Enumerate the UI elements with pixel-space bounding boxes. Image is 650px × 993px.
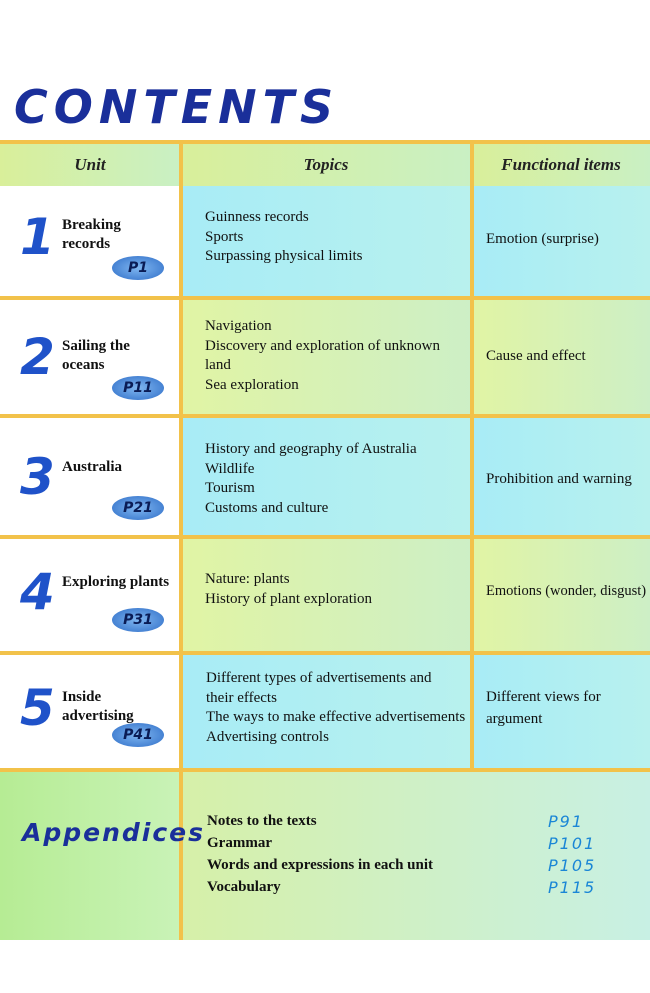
unit-page-badge[interactable]: P31 — [112, 608, 164, 632]
page-title: CONTENTS — [14, 80, 340, 134]
topic-item: Different types of advertisements and their effects — [206, 670, 432, 706]
topic-item: Sports — [205, 228, 244, 245]
unit-row-2 — [0, 300, 650, 415]
unit-functional: Prohibition and warning — [472, 418, 650, 536]
header-unit: Unit — [0, 140, 180, 190]
topic-item: The ways to make effective advertisements — [206, 709, 466, 725]
appendices-title: Appendices — [22, 818, 206, 847]
appendix-item[interactable]: Grammar — [207, 835, 272, 851]
topic-item: History and geography of Australia — [205, 441, 417, 457]
topic-item: Customs and culture — [205, 499, 329, 516]
unit-number: 1 — [20, 208, 55, 266]
column-divider — [470, 140, 474, 772]
unit-number: 3 — [20, 448, 55, 506]
unit-topics — [180, 186, 472, 298]
header-functional: Functional items — [472, 140, 650, 190]
unit-number: 2 — [20, 328, 55, 386]
topic-item: Guinness records — [205, 209, 309, 225]
topic-item: Discovery and exploration of unknown land — [205, 337, 440, 373]
unit-functional — [472, 655, 650, 770]
topic-item: Tourism — [205, 480, 255, 496]
unit-page-badge[interactable]: P41 — [112, 723, 164, 747]
unit-functional: Emotions (wonder, disgust) — [472, 539, 650, 652]
unit-page-badge[interactable]: P21 — [112, 496, 164, 520]
unit-functional: Cause and effect — [472, 300, 650, 415]
appendix-item[interactable]: Notes to the texts — [207, 813, 317, 829]
functional-text: Different views for argument — [486, 689, 601, 727]
appendix-page[interactable]: P91 — [548, 812, 585, 831]
unit-row-3 — [0, 418, 650, 536]
unit-topics — [180, 418, 472, 536]
unit-name: Sailing the oceans — [62, 338, 130, 373]
topic-item: Navigation — [205, 318, 272, 334]
appendix-page[interactable]: P101 — [548, 834, 597, 853]
header-topics: Topics — [180, 140, 472, 190]
topic-item: Nature: plants — [205, 571, 290, 587]
unit-row-4 — [0, 539, 650, 652]
unit-name: Exploring plants — [62, 574, 170, 590]
topic-item: Advertising controls — [206, 728, 329, 745]
appendices-panel — [0, 772, 180, 940]
unit-functional: Emotion (surprise) — [472, 186, 650, 298]
unit-topics — [180, 539, 472, 652]
unit-page-badge[interactable]: P1 — [112, 256, 164, 280]
unit-page-badge[interactable]: P11 — [112, 376, 164, 400]
unit-topics — [180, 300, 472, 415]
unit-number: 5 — [20, 679, 55, 737]
unit-name: Breaking records — [62, 217, 121, 252]
unit-row-5 — [0, 655, 650, 770]
appendix-item[interactable]: Words and expressions in each unit — [207, 857, 434, 873]
topic-item: Sea exploration — [205, 376, 299, 393]
appendix-page[interactable]: P105 — [548, 856, 597, 875]
topic-item: History of plant exploration — [205, 590, 373, 607]
topic-item: Surpassing physical limits — [205, 248, 363, 264]
unit-name: Australia — [62, 459, 122, 475]
unit-number: 4 — [20, 563, 55, 621]
unit-name: Inside advertising — [62, 689, 134, 724]
topic-item: Wildlife — [205, 460, 255, 477]
unit-topics — [180, 655, 472, 770]
column-divider — [179, 772, 183, 940]
appendix-page[interactable]: P115 — [548, 878, 597, 897]
appendix-item[interactable]: Vocabulary — [207, 879, 281, 895]
unit-row-1 — [0, 186, 650, 298]
